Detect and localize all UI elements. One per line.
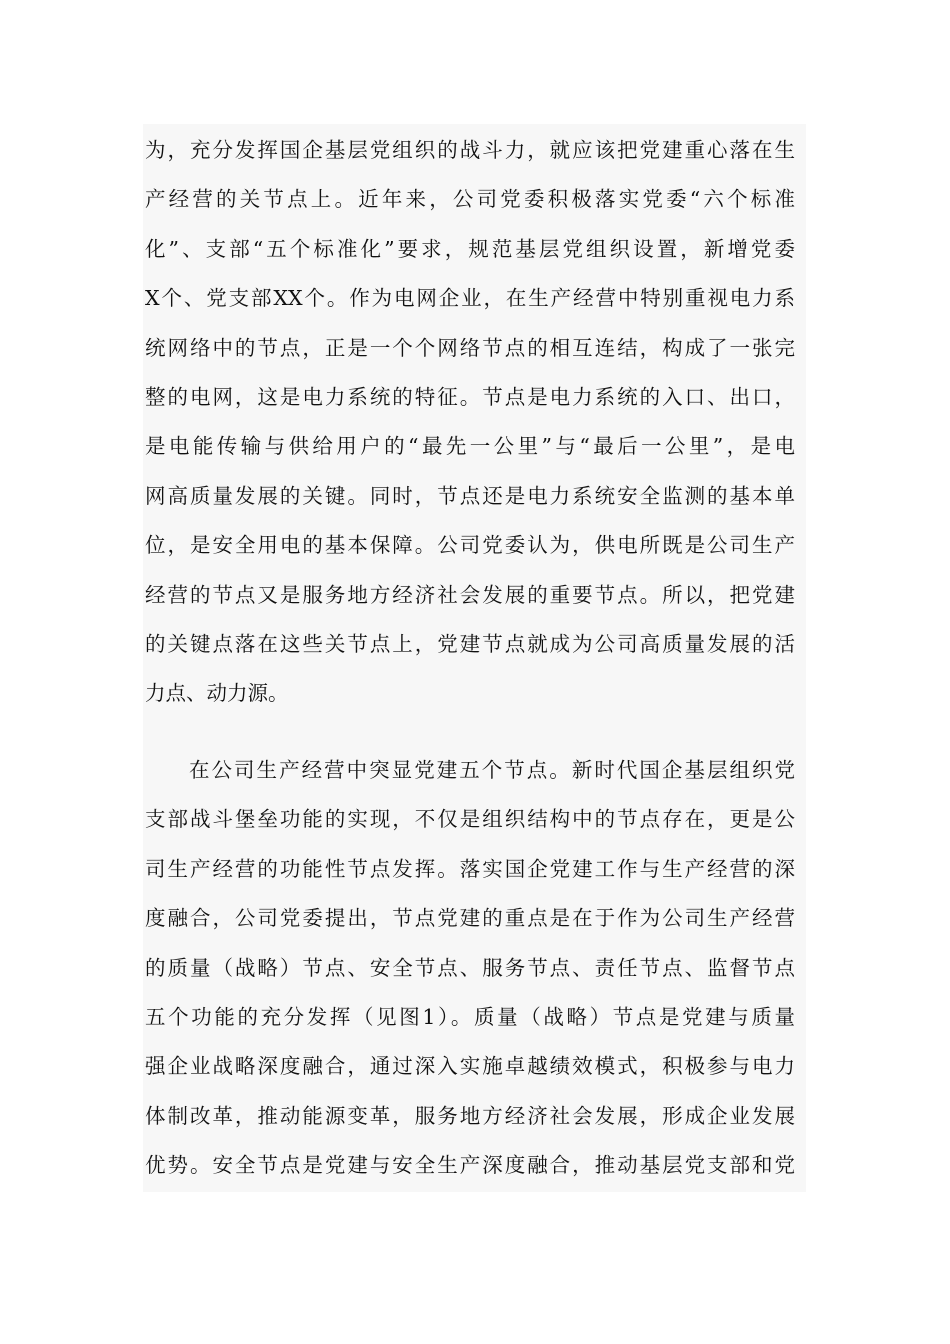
text-line: 优势。安全节点是党建与安全生产深度融合，推动基层党支部和党 (145, 1153, 795, 1178)
text-line: 在公司生产经营中突显党建五个节点。新时代国企基层组织党 (189, 758, 795, 782)
text-line: 的关键点落在这些关节点上，党建节点就成为公司高质量发展的活 (145, 631, 795, 656)
text-line: 力点、动力源。 (145, 681, 289, 706)
text-line: 是电能传输与供给用户的“最先一公里”与“最后一公里”，是电 (145, 434, 795, 459)
paragraph-2 (145, 746, 795, 1191)
text-line: 司生产经营的功能性节点发挥。落实国企党建工作与生产经营的深 (145, 856, 795, 881)
text-line: 度融合，公司党委提出，节点党建的重点是在于作为公司生产经营 (145, 906, 795, 931)
text-line: 的质量（战略）节点、安全节点、服务节点、责任节点、监督节点 (145, 955, 795, 980)
paragraph-1 (145, 126, 795, 719)
text-line: 体制改革，推动能源变革，服务地方经济社会发展，形成企业发展 (145, 1103, 795, 1128)
text-line: 位，是安全用电的基本保障。公司党委认为，供电所既是公司生产 (145, 533, 795, 558)
text-line: X个、党支部XX个。作为电网企业，在生产经营中特别重视电力系 (145, 286, 795, 311)
text-line: 产经营的关节点上。近年来，公司党委积极落实党委“六个标准 (145, 187, 795, 212)
text-line: 为，充分发挥国企基层党组织的战斗力，就应该把党建重心落在生 (145, 138, 795, 162)
text-line: 化”、支部“五个标准化”要求，规范基层党组织设置，新增党委 (145, 236, 795, 261)
text-line: 经营的节点又是服务地方经济社会发展的重要节点。所以，把党建 (145, 582, 795, 607)
text-line: 支部战斗堡垒功能的实现，不仅是组织结构中的节点存在，更是公 (145, 807, 795, 832)
text-line: 强企业战略深度融合，通过深入实施卓越绩效模式，积极参与电力 (145, 1054, 795, 1079)
text-line: 网高质量发展的关键。同时，节点还是电力系统安全监测的基本单 (145, 483, 795, 508)
text-line: 统网络中的节点，正是一个个网络节点的相互连结，构成了一张完 (145, 335, 795, 360)
text-line: 五个功能的充分发挥（见图1）。质量（战略）节点是党建与质量 (145, 1004, 795, 1029)
text-line: 整的电网，这是电力系统的特征。节点是电力系统的入口、出口， (145, 384, 795, 409)
